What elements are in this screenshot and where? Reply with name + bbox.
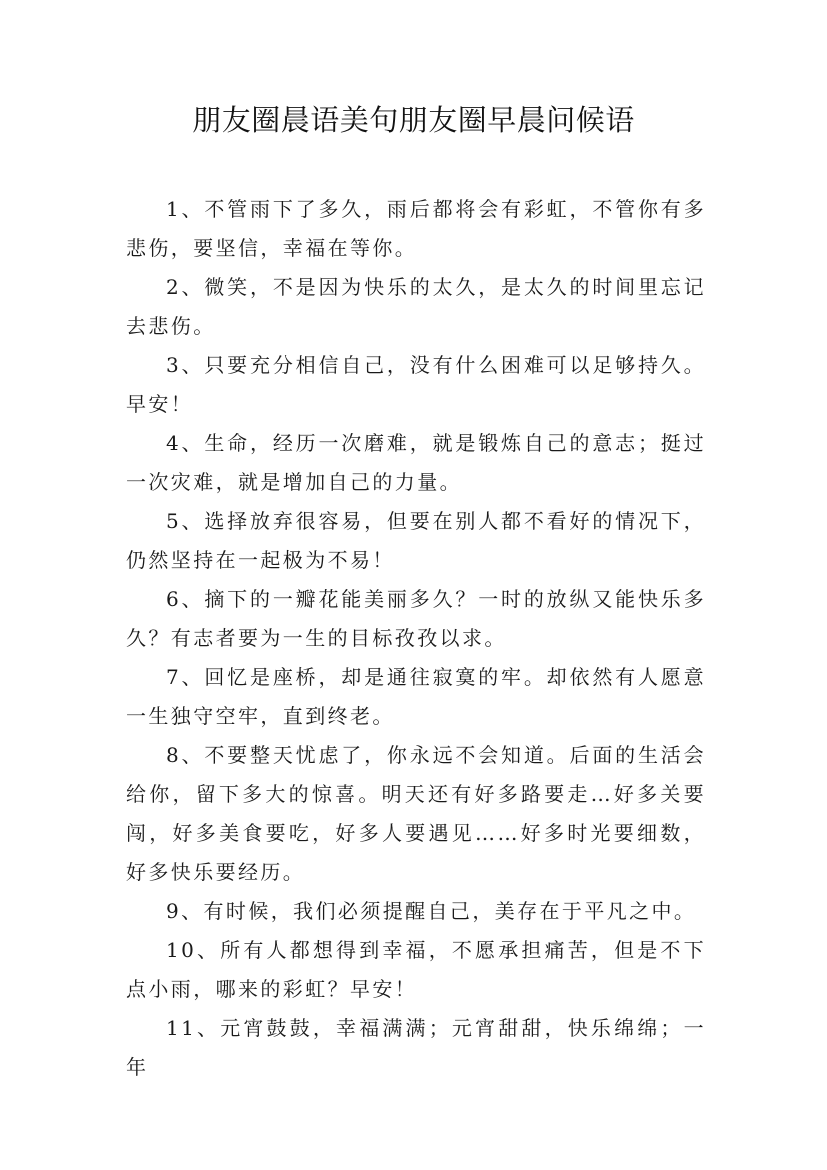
paragraph-1: 1、不管雨下了多久，雨后都将会有彩虹，不管你有多悲伤，要坚信，幸福在等你。 bbox=[126, 197, 706, 260]
paragraph-9: 9、有时候，我们必须提醒自己，美存在于平凡之中。 bbox=[166, 899, 697, 923]
paragraph-10: 10、所有人都想得到幸福，不愿承担痛苦，但是不下点小雨，哪来的彩虹？早安！ bbox=[126, 938, 706, 1001]
document-title: 朋友圈晨语美句朋友圈早晨问候语 bbox=[192, 103, 635, 137]
paragraph-5: 5、选择放弃很容易，但要在别人都不看好的情况下，仍然坚持在一起极为不易！ bbox=[126, 509, 706, 572]
paragraph-7: 7、回忆是座桥，却是通往寂寞的牢。却依然有人愿意一生独守空牢，直到终老。 bbox=[126, 665, 706, 728]
paragraph-3: 3、只要充分相信自己，没有什么困难可以足够持久。早安！ bbox=[126, 353, 706, 416]
paragraph-6: 6、摘下的一瓣花能美丽多久？一时的放纵又能快乐多久？有志者要为一生的目标孜孜以求。 bbox=[126, 587, 706, 650]
paragraph-11: 11、元宵鼓鼓，幸福满满；元宵甜甜，快乐绵绵；一年 bbox=[126, 1016, 706, 1079]
paragraph-2: 2、微笑，不是因为快乐的太久，是太久的时间里忘记去悲伤。 bbox=[126, 275, 706, 338]
document-body bbox=[126, 190, 706, 1087]
paragraph-4: 4、生命，经历一次磨难，就是锻炼自己的意志；挺过一次灾难，就是增加自己的力量。 bbox=[126, 431, 706, 494]
paragraph-8: 8、不要整天忧虑了，你永远不会知道。后面的生活会给你，留下多大的惊喜。明天还有好多路要走…好多关要闯，好多美食要吃，好多人要遇见……好多时光要细数，好多快乐要经历。 bbox=[126, 743, 706, 884]
